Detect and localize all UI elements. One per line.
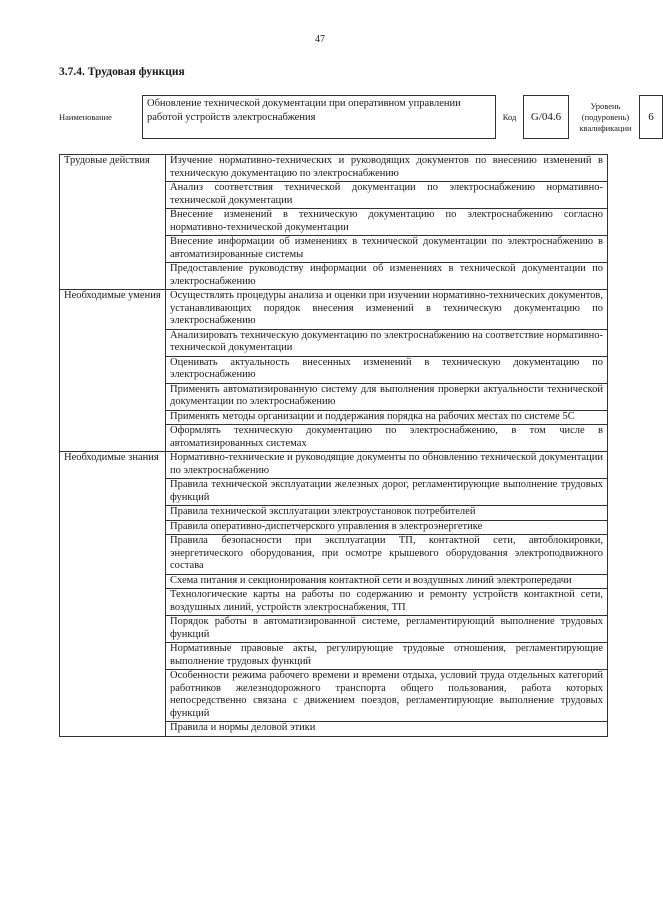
code-label: Код xyxy=(502,112,517,122)
category-cell xyxy=(60,520,166,535)
category-cell: Трудовые действия xyxy=(60,155,166,182)
category-cell xyxy=(60,589,166,616)
requirement-item: Правила безопасности при эксплуатации ТП, контактной сети, автоблокировки, энергетического оборудования, при осмотре крышевого оборудования электроподвижного состава xyxy=(166,535,608,575)
category-cell xyxy=(60,574,166,589)
name-label: Наименование xyxy=(59,112,112,122)
category-cell xyxy=(60,643,166,670)
section-title: 3.7.4. Трудовая функция xyxy=(59,66,185,78)
category-cell xyxy=(60,383,166,410)
requirement-item: Анализировать техническую документацию по электроснабжению на соответствие нормативно-технической документации xyxy=(166,329,608,356)
table-row xyxy=(60,182,608,209)
table-row xyxy=(60,410,608,425)
level-label: Уровень (подуровень) квалификации xyxy=(579,100,632,133)
requirement-item: Предоставление руководству информации об изменениях в технической документации по электроснабжению xyxy=(166,263,608,290)
function-code: G/04.6 xyxy=(523,95,569,139)
category-cell xyxy=(60,263,166,290)
requirement-item: Оформлять техническую документацию по электроснабжению, в том числе в автоматизированных системах xyxy=(166,425,608,452)
category-cell xyxy=(60,670,166,722)
requirement-item: Технологические карты на работы по содержанию и ремонту устройств контактной сети, воздушных линий, устройств электроснабжения, ТП xyxy=(166,589,608,616)
table-row xyxy=(60,535,608,575)
requirement-item: Нормативные правовые акты, регулирующие трудовые отношения, регламентирующие выполнение трудовых функций xyxy=(166,643,608,670)
table-row xyxy=(60,722,608,737)
table-row xyxy=(60,452,608,479)
category-cell: Необходимые знания xyxy=(60,452,166,479)
category-cell xyxy=(60,722,166,737)
table-row xyxy=(60,670,608,722)
table-row xyxy=(60,329,608,356)
table-row xyxy=(60,236,608,263)
table-row xyxy=(60,479,608,506)
requirement-item: Применять автоматизированную систему для выполнения проверки актуальности технической документации по электроснабжению xyxy=(166,383,608,410)
category-cell xyxy=(60,329,166,356)
table-row xyxy=(60,383,608,410)
category-cell xyxy=(60,535,166,575)
requirement-item: Порядок работы в автоматизированной системе, регламентирующий выполнение трудовых функций xyxy=(166,616,608,643)
requirement-item: Правила технической эксплуатации железных дорог, регламентирующие выполнение трудовых функций xyxy=(166,479,608,506)
table-row xyxy=(60,506,608,521)
category-cell xyxy=(60,506,166,521)
requirement-item: Оценивать актуальность внесенных изменений в техническую документацию по электроснабжению xyxy=(166,356,608,383)
category-cell xyxy=(60,236,166,263)
category-cell xyxy=(60,410,166,425)
requirement-item: Внесение информации об изменениях в технической документации по электроснабжению в автоматизированные системы xyxy=(166,236,608,263)
page-number: 47 xyxy=(315,34,325,45)
table-row xyxy=(60,643,608,670)
function-table xyxy=(59,154,608,737)
table-row xyxy=(60,209,608,236)
requirement-item: Схема питания и секционирования контактной сети и воздушных линий электропередачи xyxy=(166,574,608,589)
category-cell xyxy=(60,209,166,236)
requirement-item: Изучение нормативно-технических и руководящих документов по внесению изменений в техническую документацию по электроснабжению xyxy=(166,155,608,182)
requirement-item: Осуществлять процедуры анализа и оценки при изучении нормативно-технических документов, устанавливающих порядок внесения изменений в техническую документацию по электроснабжению xyxy=(166,290,608,330)
requirement-item: Анализ соответствия технической документации по электроснабжению нормативно-технической документации xyxy=(166,182,608,209)
requirement-item: Правила технической эксплуатации электроустановок потребителей xyxy=(166,506,608,521)
table-row xyxy=(60,290,608,330)
table-row xyxy=(60,356,608,383)
table-row xyxy=(60,574,608,589)
requirement-item: Особенности режима рабочего времени и времени отдыха, условий труда отдельных категорий работников железнодорожного транспорта общего пользования, работа которых непосредственно связана с движением поездов, регламентирующие выполнение трудовых функций xyxy=(166,670,608,722)
table-row xyxy=(60,425,608,452)
requirement-item: Нормативно-технические и руководящие документы по обновлению технической документации по электроснабжению xyxy=(166,452,608,479)
function-header xyxy=(59,95,654,139)
requirement-item: Применять методы организации и поддержания порядка на рабочих местах по системе 5С xyxy=(166,410,608,425)
requirement-item: Правила и нормы деловой этики xyxy=(166,722,608,737)
table-row xyxy=(60,589,608,616)
table-row xyxy=(60,155,608,182)
requirement-item: Правила оперативно-диспетчерского управления в электроэнергетике xyxy=(166,520,608,535)
table-row xyxy=(60,616,608,643)
qualification-level: 6 xyxy=(639,95,663,139)
category-cell: Необходимые умения xyxy=(60,290,166,330)
function-name: Обновление технической документации при оперативном управлении работой устройств электроснабжения xyxy=(142,95,496,139)
category-cell xyxy=(60,479,166,506)
category-cell xyxy=(60,182,166,209)
requirement-item: Внесение изменений в техническую документацию по электроснабжению согласно нормативно-технической документации xyxy=(166,209,608,236)
category-cell xyxy=(60,616,166,643)
table-row xyxy=(60,520,608,535)
category-cell xyxy=(60,356,166,383)
category-cell xyxy=(60,425,166,452)
table-row xyxy=(60,263,608,290)
